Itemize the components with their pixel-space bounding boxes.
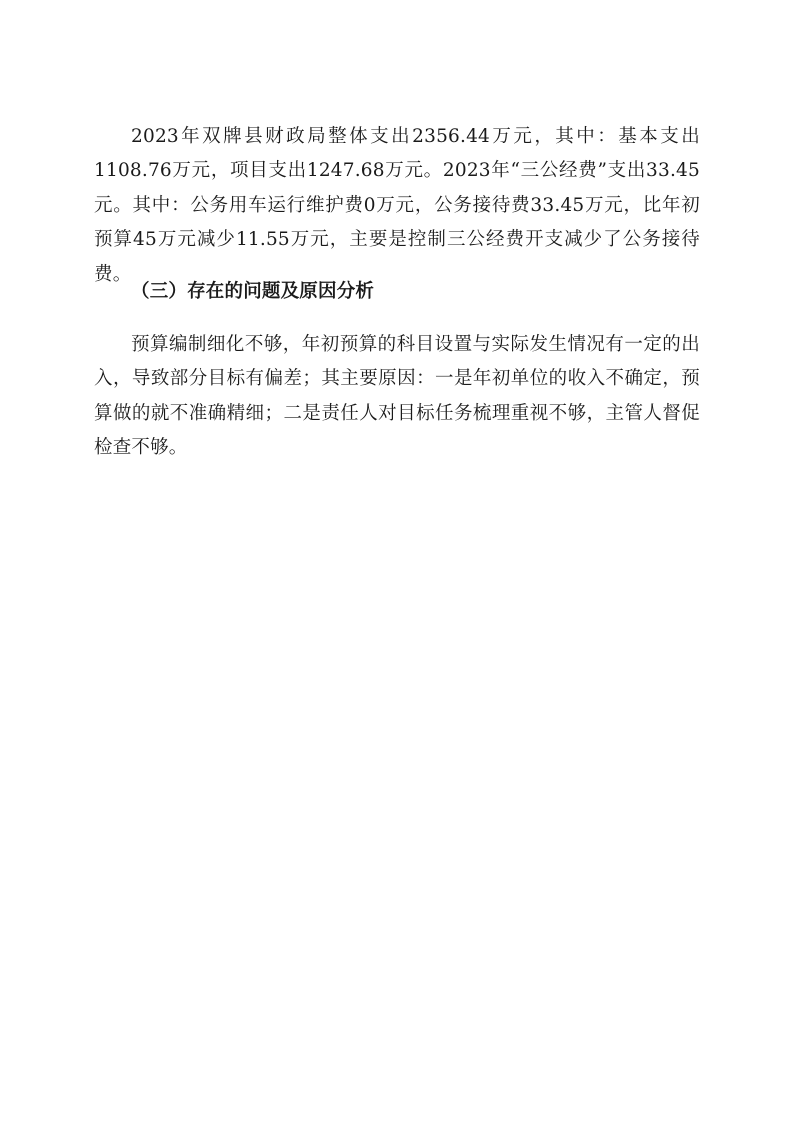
problems-paragraph: 预算编制细化不够，年初预算的科目设置与实际发生情况有一定的出入，导致部分目标有偏差；其主要原因：一是年初单位的收入不确定，预算做的就不准确精细；二是责任人对目标任务梳理重视不够，主管人督促检查不够。	[94, 333, 700, 458]
section-heading: （三）存在的问题及原因分析	[131, 281, 375, 302]
expenditure-paragraph: 2023年双牌县财政局整体支出2356.44万元，其中：基本支出1108.76万元，项目支出1247.68万元。2023年“三公经费”支出33.45元。其中：公务用车运行维护费0万元，公务接待费33.45万元，比年初预算45万元减少11.55万元，主要是控制三公经费开支减少了公务接待费。	[94, 125, 700, 285]
